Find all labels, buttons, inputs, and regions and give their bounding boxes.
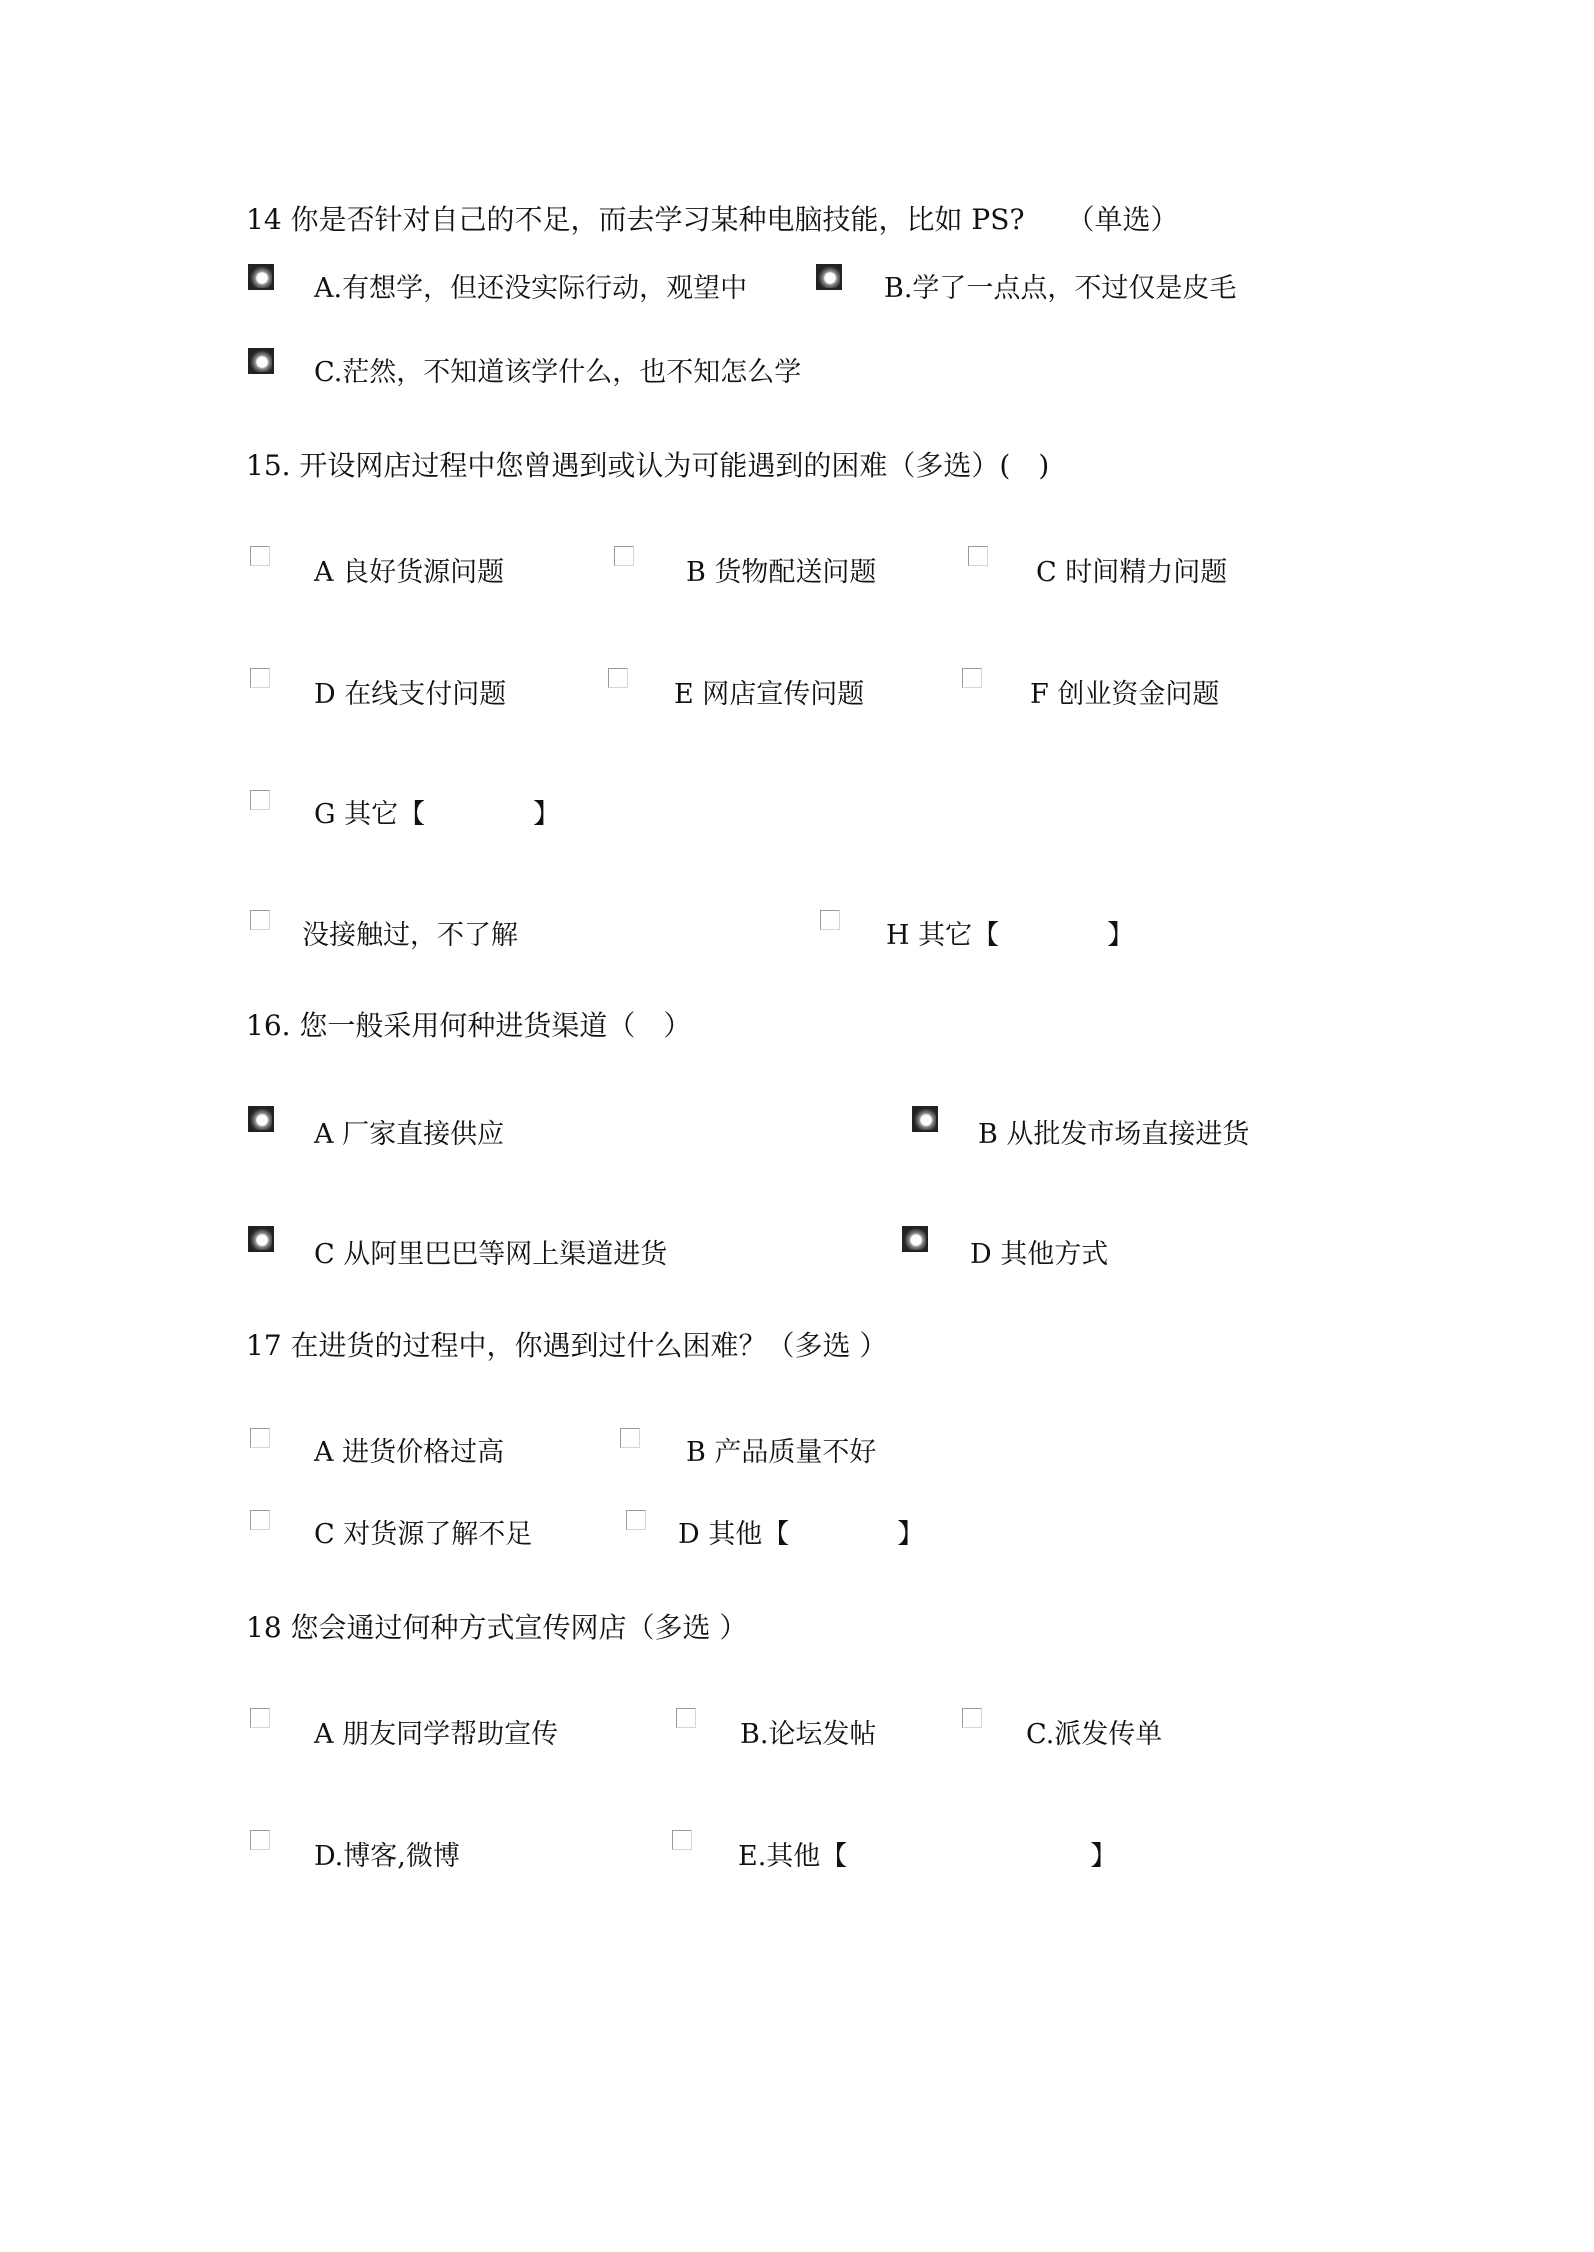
q15-option-e-label: E 网店宣传问题 (674, 679, 865, 710)
q15-option-a-label: A 良好货源问题 (314, 557, 505, 588)
q14-option-c-radio[interactable] (248, 348, 274, 374)
q16-option-b-label: B 从批发市场直接进货 (978, 1119, 1250, 1150)
question-14-title: 14 你是否针对自己的不足，而去学习某种电脑技能，比如 PS? （单选） (246, 203, 1179, 236)
q17-option-c-label: C 对货源了解不足 (314, 1519, 533, 1550)
q16-option-c-radio[interactable] (248, 1226, 274, 1252)
q17-option-b-checkbox[interactable] (620, 1428, 640, 1448)
q16-option-c-label: C 从阿里巴巴等网上渠道进货 (314, 1239, 668, 1270)
q18-option-b-label: B.论坛发帖 (740, 1719, 877, 1750)
q15-option-c-label: C 时间精力问题 (1036, 557, 1228, 588)
q15-option-b-label: B 货物配送问题 (686, 557, 877, 588)
q17-option-d-label: D 其他【 】 (678, 1519, 925, 1550)
question-15-title: 15. 开设网店过程中您曾遇到或认为可能遇到的困难（多选）( ) (246, 449, 1050, 482)
question-18-title: 18 您会通过何种方式宣传网店（多选 ） (246, 1611, 748, 1644)
q17-option-a-checkbox[interactable] (250, 1428, 270, 1448)
q15-option-e-checkbox[interactable] (608, 668, 628, 688)
q18-option-d-label: D.博客,微博 (314, 1841, 460, 1872)
q15-option-c-checkbox[interactable] (968, 546, 988, 566)
q14-option-c-label: C.茫然，不知道该学什么，也不知怎么学 (314, 357, 802, 388)
q18-option-a-label: A 朋友同学帮助宣传 (314, 1719, 559, 1750)
q18-option-c-label: C.派发传单 (1026, 1719, 1163, 1750)
q18-option-e-label: E.其他【 】 (738, 1841, 1118, 1872)
q15-option-g-label: G 其它【 】 (314, 799, 561, 830)
q15-option-d-checkbox[interactable] (250, 668, 270, 688)
q17-option-b-label: B 产品质量不好 (686, 1437, 877, 1468)
q16-option-d-radio[interactable] (902, 1226, 928, 1252)
q16-option-d-label: D 其他方式 (970, 1239, 1109, 1270)
q17-option-a-label: A 进货价格过高 (314, 1437, 505, 1468)
q16-option-a-label: A 厂家直接供应 (314, 1119, 505, 1150)
q14-option-b-label: B.学了一点点，不过仅是皮毛 (884, 273, 1237, 304)
q15-option-h-label: H 其它【 】 (886, 920, 1135, 951)
q17-option-d-checkbox[interactable] (626, 1510, 646, 1530)
question-17-title: 17 在进货的过程中，你遇到过什么困难？（多选 ） (246, 1329, 888, 1362)
q15-option-f-label: F 创业资金问题 (1030, 679, 1220, 710)
q14-option-a-radio[interactable] (248, 264, 274, 290)
question-16-title: 16. 您一般采用何种进货渠道（ ） (246, 1009, 692, 1042)
q18-option-e-checkbox[interactable] (672, 1830, 692, 1850)
q15-option-g-checkbox[interactable] (250, 790, 270, 810)
q18-option-b-checkbox[interactable] (676, 1708, 696, 1728)
q14-option-b-radio[interactable] (816, 264, 842, 290)
q18-option-d-checkbox[interactable] (250, 1830, 270, 1850)
q15-option-none-label: 没接触过，不了解 (302, 920, 518, 951)
q15-option-f-checkbox[interactable] (962, 668, 982, 688)
q16-option-b-radio[interactable] (912, 1106, 938, 1132)
q15-option-h-checkbox[interactable] (820, 910, 840, 930)
q15-option-b-checkbox[interactable] (614, 546, 634, 566)
q15-option-d-label: D 在线支付问题 (314, 679, 507, 710)
q18-option-c-checkbox[interactable] (962, 1708, 982, 1728)
q15-option-a-checkbox[interactable] (250, 546, 270, 566)
q18-option-a-checkbox[interactable] (250, 1708, 270, 1728)
q16-option-a-radio[interactable] (248, 1106, 274, 1132)
q14-option-a-label: A.有想学，但还没实际行动，观望中 (314, 273, 748, 304)
q17-option-c-checkbox[interactable] (250, 1510, 270, 1530)
q15-option-none-checkbox[interactable] (250, 910, 270, 930)
